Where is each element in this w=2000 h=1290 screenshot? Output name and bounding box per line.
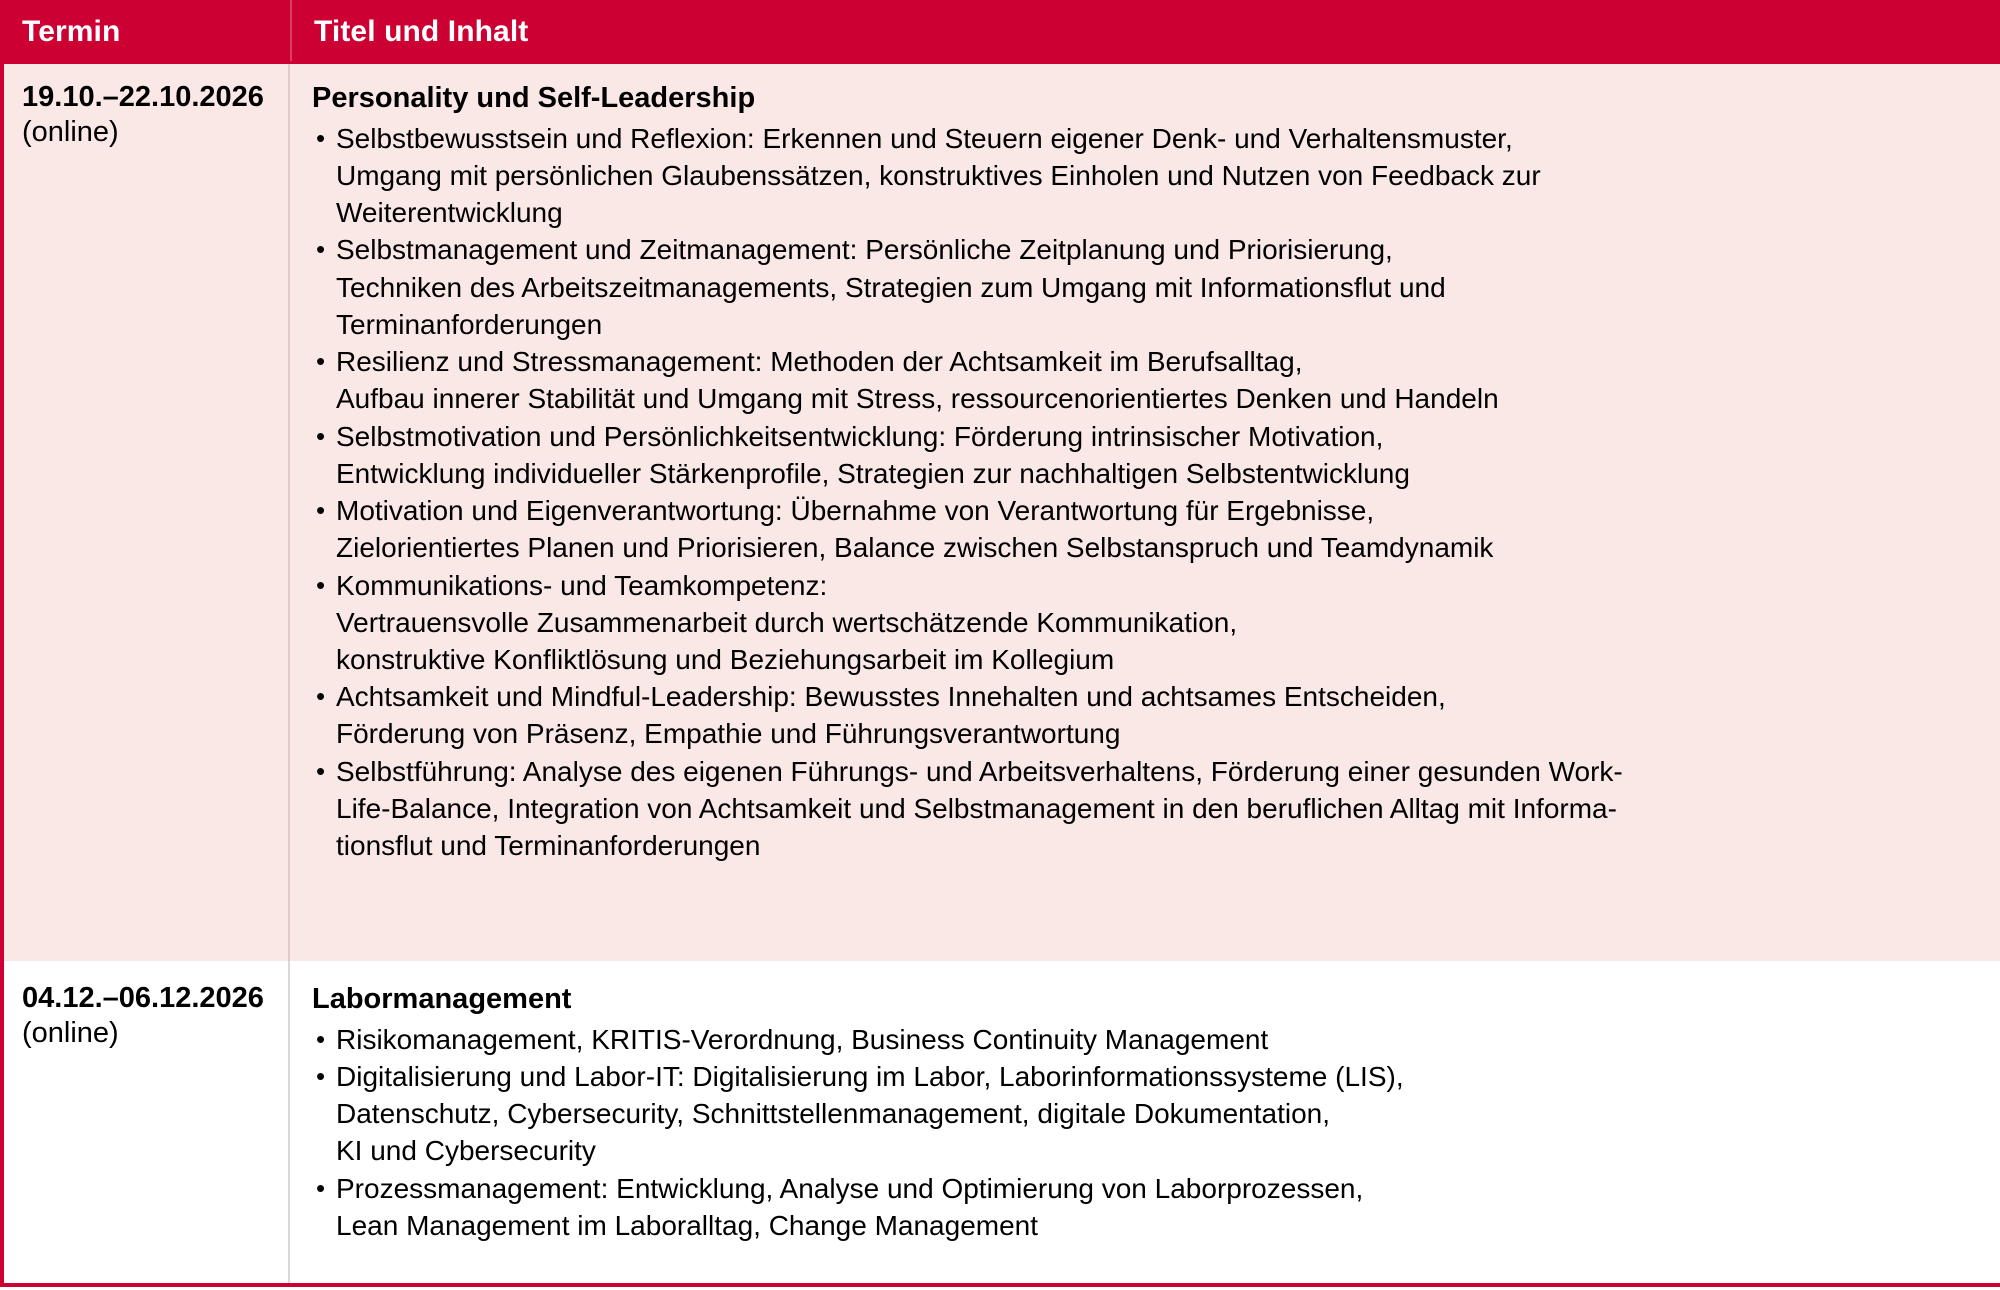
course-delivery-mode: (online): [22, 116, 119, 149]
course-topic-list: [312, 1021, 1982, 1244]
course-topic-item: [312, 1058, 1982, 1170]
cell-termin: [4, 961, 290, 1283]
course-topic-line: Umgang mit persönlichen Glaubenssätzen, konstruktives Einholen und Nutzen von Feedback zur: [336, 159, 1541, 191]
course-topic-line: tionsflut und Terminanforderungen: [336, 830, 761, 862]
course-topic-line: • Digitalisierung und Labor-IT: Digitalisierung im Labor, Laborinformationssysteme (LIS),: [336, 1060, 1404, 1092]
course-topic-line: • Prozessmanagement: Entwicklung, Analyse und Optimierung von Laborprozessen,: [336, 1172, 1364, 1204]
course-topic-line: • Resilienz und Stressmanagement: Methoden der Achtsamkeit im Berufsalltag,: [336, 346, 1303, 378]
course-delivery-mode: (online): [22, 1017, 119, 1050]
course-topic-item: [312, 120, 1982, 232]
course-topic-line: • Risikomanagement, KRITIS-Verordnung, Business Continuity Management: [336, 1023, 1269, 1055]
course-topic-line: Techniken des Arbeitszeitmanagements, Strategien zum Umgang mit Informationsflut und: [336, 271, 1446, 303]
course-topic-line: Datenschutz, Cybersecurity, Schnittstellenmanagement, digitale Dokumentation,: [336, 1098, 1330, 1130]
course-topic-line: • Achtsamkeit und Mindful-Leadership: Bewusstes Innehalten und achtsames Entscheiden,: [336, 681, 1446, 713]
course-topic-item: [312, 492, 1982, 566]
course-topic-line: Terminanforderungen: [336, 308, 603, 340]
table-header-row: [0, 0, 2000, 64]
course-date-range: 19.10.–22.10.2026: [22, 81, 264, 113]
course-topic-line: Weiterentwicklung: [336, 197, 563, 229]
course-topic-line: • Kommunikations- und Teamkompetenz:: [336, 569, 828, 601]
column-header-titel-und-inhalt: Titel und Inhalt: [314, 15, 529, 48]
course-topic-line: Vertrauensvolle Zusammenarbeit durch wertschätzende Kommunikation,: [336, 606, 1238, 638]
course-topic-line: Förderung von Präsenz, Empathie und Führungsverantwortung: [336, 718, 1121, 750]
course-title: Personality und Self-Leadership: [312, 82, 756, 114]
course-topic-item: [312, 343, 1982, 417]
course-topic-item: [312, 231, 1982, 343]
course-topic-item: [312, 678, 1982, 752]
cell-termin: [4, 64, 290, 961]
course-topic-line: Entwicklung individueller Stärkenprofile, Strategien zur nachhaltigen Selbstentwicklung: [336, 457, 1410, 489]
course-date-range: 04.12.–06.12.2026: [22, 982, 264, 1014]
course-topic-line: • Selbstmanagement und Zeitmanagement: Persönliche Zeitplanung und Priorisierung,: [336, 234, 1393, 266]
course-topic-line: konstruktive Konfliktlösung und Beziehungsarbeit im Kollegium: [336, 643, 1115, 675]
course-title: Labormanagement: [312, 983, 572, 1015]
table-row: [0, 961, 2000, 1287]
table-body: [0, 64, 2000, 1287]
course-topic-item: [312, 1021, 1982, 1058]
course-topic-item: [312, 753, 1982, 865]
cell-titel-und-inhalt: [290, 961, 2000, 1283]
course-topic-item: [312, 567, 1982, 679]
cell-titel-und-inhalt: [290, 64, 2000, 961]
course-topic-line: • Selbstführung: Analyse des eigenen Führungs- und Arbeitsverhaltens, Förderung einer gesunden Work-: [336, 755, 1623, 787]
course-topic-line: KI und Cybersecurity: [336, 1135, 596, 1167]
header-column-divider: [290, 0, 292, 64]
course-topic-line: • Selbstbewusstsein und Reflexion: Erkennen und Steuern eigener Denk- und Verhaltensmuster,: [336, 122, 1513, 154]
course-topic-line: • Selbstmotivation und Persönlichkeitsentwicklung: Förderung intrinsischer Motivation,: [336, 420, 1384, 452]
course-topic-line: • Motivation und Eigenverantwortung: Übernahme von Verantwortung für Ergebnisse,: [336, 495, 1375, 527]
course-topic-line: Aufbau innerer Stabilität und Umgang mit Stress, ressourcenorientiertes Denken und Handeln: [336, 383, 1499, 415]
course-topic-line: Life-Balance, Integration von Achtsamkeit und Selbstmanagement in den beruflichen Alltag mit Informa-: [336, 792, 1617, 824]
course-topic-list: [312, 120, 1982, 865]
course-topic-line: Zielorientiertes Planen und Priorisieren, Balance zwischen Selbstanspruch und Teamdynamik: [336, 532, 1494, 564]
course-topic-line: Lean Management im Laboralltag, Change Management: [336, 1209, 1039, 1241]
column-header-termin: Termin: [22, 15, 121, 48]
course-topic-item: [312, 1170, 1982, 1244]
table-row: [0, 64, 2000, 961]
course-topic-item: [312, 418, 1982, 492]
